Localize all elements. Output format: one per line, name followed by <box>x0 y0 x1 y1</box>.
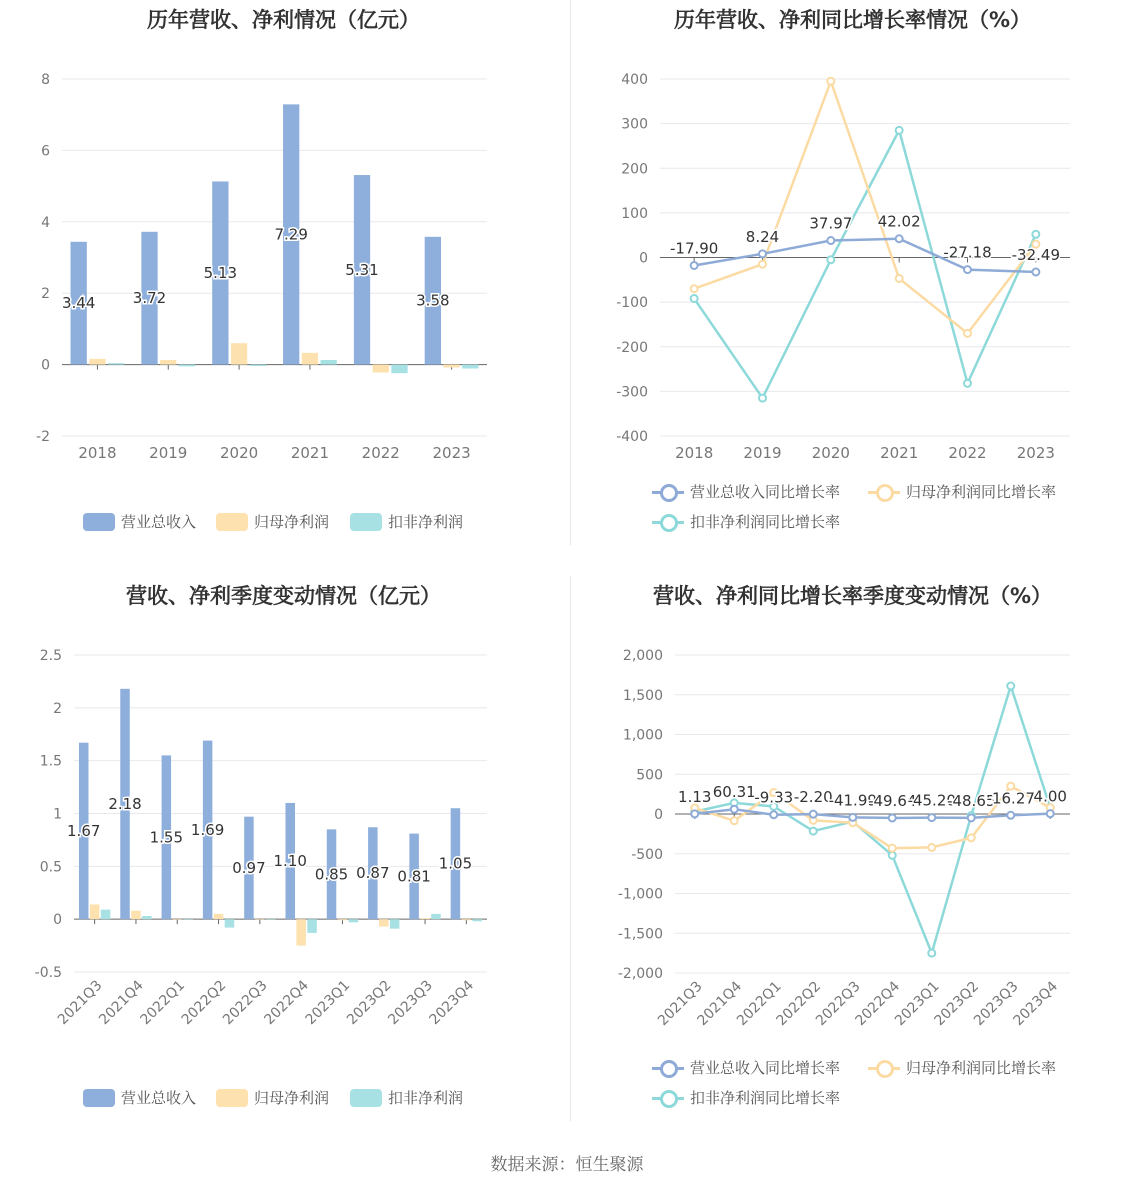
data-point <box>1047 810 1054 817</box>
annual-bar-chart <box>0 0 567 545</box>
x-tick-label: 2022 <box>948 444 987 462</box>
x-tick-label: 2023Q1 <box>302 977 354 1029</box>
bar-deducted-profit <box>321 360 337 365</box>
y-tick-label: -2 <box>36 429 50 445</box>
x-tick-label: 2021Q3 <box>654 978 706 1030</box>
y-tick-label: 400 <box>621 72 648 88</box>
y-tick-label: -300 <box>616 384 648 401</box>
data-label: -16.27 <box>986 789 1035 808</box>
legend-item-deducted-profit[interactable] <box>350 511 463 532</box>
bar-net-profit <box>379 919 388 926</box>
data-point <box>896 127 903 134</box>
legend-line-marker <box>652 1059 684 1077</box>
legend-label: 归母净利润 <box>254 1089 330 1107</box>
data-point <box>691 285 698 292</box>
data-point <box>731 817 738 824</box>
data-point <box>731 806 738 813</box>
data-label: 5.31 <box>345 260 379 279</box>
bar-deducted-profit <box>108 363 124 364</box>
y-tick-label: 0 <box>41 357 50 374</box>
data-label: 1.05 <box>438 854 473 873</box>
y-tick-label: 500 <box>636 767 663 784</box>
bar-net-profit <box>90 904 99 919</box>
x-tick-label: 2023Q4 <box>426 977 478 1029</box>
x-tick-label: 2020 <box>219 444 259 462</box>
data-label: 3.72 <box>132 289 167 308</box>
bar-net-profit <box>462 919 471 920</box>
y-tick-label: 8 <box>41 72 50 88</box>
bar-net-profit <box>131 911 140 919</box>
data-label: 8.24 <box>745 227 780 246</box>
data-label: 1.13 <box>678 787 712 806</box>
data-point <box>1007 683 1014 690</box>
legend-item-revenue[interactable] <box>83 511 196 532</box>
legend-item-net-profit[interactable] <box>216 1087 329 1108</box>
data-point <box>968 814 975 821</box>
x-tick-label: 2023Q4 <box>1010 978 1062 1030</box>
legend-label: 营业总收入同比增长率 <box>690 483 841 501</box>
series-line-net-growth <box>694 81 1036 333</box>
bar-net-profit <box>420 918 429 919</box>
y-tick-label: 4 <box>41 214 50 231</box>
data-label: 3.44 <box>61 294 96 313</box>
bar-deducted-profit <box>250 365 266 366</box>
legend-swatch <box>83 513 115 531</box>
data-point <box>827 78 834 85</box>
x-tick-label: 2022Q4 <box>852 978 904 1030</box>
data-label: 4.00 <box>1033 787 1067 806</box>
y-tick-label: -1,500 <box>617 926 663 943</box>
data-label: 1.55 <box>149 828 184 847</box>
data-point <box>896 235 903 242</box>
legend-label: 营业总收入 <box>121 1089 197 1107</box>
bar-net-profit <box>373 365 389 373</box>
bar-deducted-profit <box>142 916 151 919</box>
data-label: -49.64 <box>868 791 917 810</box>
legend-label: 归母净利润 <box>254 513 330 531</box>
data-label: -32.49 <box>1011 245 1061 264</box>
legend-line-marker <box>868 1059 900 1077</box>
legend-line-marker <box>652 1089 684 1107</box>
data-point <box>759 250 766 257</box>
x-tick-label: 2020 <box>811 444 850 462</box>
data-label: 0.97 <box>232 858 266 877</box>
data-label: -41.99 <box>828 791 877 810</box>
legend-label: 营业总收入同比增长率 <box>690 1059 841 1077</box>
data-point <box>964 266 971 273</box>
x-tick-label: 2021 <box>880 444 919 462</box>
x-tick-label: 2019 <box>149 444 188 462</box>
data-point <box>849 814 856 821</box>
annual-revenue-profit-panel <box>0 0 567 545</box>
y-tick-label: 2 <box>41 286 50 303</box>
chart-title: 历年营收、净利情况（亿元） <box>147 8 420 32</box>
x-tick-label: 2023Q3 <box>970 978 1022 1030</box>
bar-deducted-profit <box>266 919 275 920</box>
data-point <box>1032 231 1039 238</box>
x-tick-label: 2022Q2 <box>178 977 230 1029</box>
data-label: -48.65 <box>947 791 996 810</box>
quarterly-revenue-profit-panel <box>0 576 567 1121</box>
y-tick-label: 0 <box>654 807 663 823</box>
legend-label: 营业总收入 <box>121 513 197 531</box>
y-tick-label: 0 <box>53 912 62 929</box>
y-tick-label: -0.5 <box>34 965 62 981</box>
legend-item-net-growth[interactable] <box>868 481 1056 502</box>
data-label: 0.87 <box>356 864 390 883</box>
x-tick-label: 2022Q2 <box>773 978 825 1030</box>
bar-deducted-profit <box>101 910 110 920</box>
x-tick-label: 2023Q1 <box>891 978 943 1030</box>
legend-item-revenue-growth[interactable] <box>652 1057 840 1078</box>
data-label: -17.90 <box>669 239 719 258</box>
data-label: 60.31 <box>712 783 756 802</box>
x-tick-label: 2021 <box>290 444 330 462</box>
data-label: 5.13 <box>203 264 238 283</box>
data-label: 2.18 <box>108 794 142 813</box>
y-tick-label: 1,500 <box>622 687 663 704</box>
legend-line-marker <box>652 483 684 501</box>
x-tick-label: 2022 <box>361 444 400 462</box>
bar-deducted-profit <box>431 914 440 919</box>
legend-swatch <box>216 1089 248 1107</box>
bar-net-profit <box>255 919 264 920</box>
data-point <box>810 811 817 818</box>
legend-label: 归母净利润同比增长率 <box>906 483 1057 501</box>
data-point <box>928 814 935 821</box>
data-point <box>691 262 698 269</box>
data-point <box>770 811 777 818</box>
x-tick-label: 2023Q2 <box>931 978 983 1030</box>
data-point <box>889 852 896 859</box>
y-tick-label: 300 <box>621 116 648 133</box>
y-tick-label: 6 <box>41 143 50 160</box>
x-tick-label: 2022Q1 <box>733 978 785 1030</box>
y-tick-label: 1 <box>53 806 62 823</box>
data-point <box>827 237 834 244</box>
bar-deducted-profit <box>390 919 399 929</box>
bar-net-profit <box>231 343 247 364</box>
y-tick-label: -1,000 <box>617 886 663 903</box>
bar-deducted-profit <box>307 919 316 933</box>
x-tick-label: 2022Q3 <box>220 977 271 1029</box>
bar-net-profit <box>338 919 347 920</box>
data-point <box>896 275 903 282</box>
data-label: 1.67 <box>67 821 101 840</box>
x-tick-label: 2022Q3 <box>812 978 864 1030</box>
y-tick-label: 0 <box>639 250 648 267</box>
y-tick-label: 100 <box>621 205 648 222</box>
data-label: 7.29 <box>274 225 308 244</box>
data-point <box>1032 268 1039 275</box>
data-point <box>759 395 766 402</box>
x-tick-label: 2021Q4 <box>96 977 147 1029</box>
data-point <box>889 845 896 852</box>
x-tick-label: 2018 <box>78 444 117 462</box>
y-tick-label: 200 <box>621 161 648 178</box>
chart-title: 营收、净利同比增长率季度变动情况（%） <box>652 584 1053 608</box>
data-point <box>1007 812 1014 819</box>
data-label: 1.69 <box>190 820 225 839</box>
bar-deducted-profit <box>225 919 234 927</box>
y-tick-label: -2,000 <box>617 966 663 982</box>
data-label: 37.97 <box>809 214 853 233</box>
x-tick-label: 2019 <box>743 444 782 462</box>
legend-swatch <box>216 513 248 531</box>
y-tick-label: -200 <box>616 339 648 356</box>
legend-line-marker <box>652 513 684 531</box>
bar-deducted-profit <box>391 365 407 374</box>
bar-deducted-profit <box>473 919 482 921</box>
x-tick-label: 2023 <box>432 444 471 462</box>
legend-label: 归母净利润同比增长率 <box>906 1059 1057 1077</box>
legend-line-marker <box>868 483 900 501</box>
data-point <box>691 295 698 302</box>
bar-net-profit <box>160 360 176 365</box>
data-label: 3.58 <box>416 291 450 310</box>
bar-deducted-profit <box>462 365 478 369</box>
bar-net-profit <box>443 365 459 368</box>
x-tick-label: 2022Q1 <box>137 977 189 1029</box>
data-label: -2.20 <box>793 788 833 807</box>
data-point <box>827 256 834 263</box>
y-tick-label: 1,000 <box>622 727 663 744</box>
legend-swatch <box>350 1089 382 1107</box>
y-tick-label: 2,000 <box>622 648 663 664</box>
data-point <box>964 330 971 337</box>
legend-item-deducted-growth[interactable] <box>652 1087 840 1108</box>
quarterly-growth-panel <box>571 576 1134 1121</box>
data-label: -9.33 <box>754 788 794 807</box>
data-label: 0.85 <box>314 865 349 884</box>
x-tick-label: 2018 <box>675 444 714 462</box>
y-tick-label: 2.5 <box>39 648 62 664</box>
legend-item-revenue-growth[interactable] <box>652 481 840 502</box>
bar-net-profit <box>173 919 182 920</box>
x-tick-label: 2021Q3 <box>54 977 106 1029</box>
bar-net-profit <box>302 353 318 365</box>
legend-item-deducted-profit[interactable] <box>350 1087 463 1108</box>
y-tick-label: -100 <box>616 295 648 312</box>
data-point <box>928 950 935 957</box>
data-label: 0.81 <box>397 867 431 886</box>
bar-net-profit <box>214 914 223 919</box>
bar-net-profit <box>89 359 105 365</box>
data-point <box>889 814 896 821</box>
y-tick-label: -500 <box>631 846 663 863</box>
x-tick-label: 2023 <box>1016 444 1055 462</box>
series-line-deducted-growth <box>695 686 1051 953</box>
x-tick-label: 2022Q4 <box>261 977 312 1029</box>
data-source-note: 数据来源：恒生聚源 <box>490 1155 644 1175</box>
y-tick-label: 1.5 <box>39 753 62 770</box>
bar-deducted-profit <box>183 919 192 920</box>
legend-label: 扣非净利润 <box>388 513 464 531</box>
x-tick-label: 2023Q2 <box>343 977 395 1029</box>
data-point <box>810 828 817 835</box>
y-tick-label: -400 <box>616 429 648 445</box>
legend-swatch <box>83 1089 115 1107</box>
bar-deducted-profit <box>179 365 195 367</box>
x-tick-label: 2023Q3 <box>385 977 436 1029</box>
chart-title: 历年营收、净利同比增长率情况（%） <box>673 8 1032 32</box>
legend-item-revenue[interactable] <box>83 1087 196 1108</box>
data-label: 1.10 <box>273 852 307 871</box>
legend-label: 扣非净利润同比增长率 <box>690 1089 841 1107</box>
quarterly-bar-chart <box>0 576 567 1121</box>
y-tick-label: 2 <box>53 700 62 717</box>
series-line-deducted-growth <box>694 130 1036 398</box>
chart-title: 营收、净利季度变动情况（亿元） <box>126 584 441 608</box>
data-label: -45.20 <box>907 791 956 810</box>
bar-net-profit <box>296 919 305 945</box>
y-tick-label: 0.5 <box>39 859 62 876</box>
legend-label: 扣非净利润同比增长率 <box>690 513 841 531</box>
data-label: 42.02 <box>877 212 921 231</box>
data-point <box>928 844 935 851</box>
legend-item-deducted-growth[interactable] <box>652 511 840 532</box>
legend-label: 扣非净利润 <box>388 1089 464 1107</box>
legend-swatch <box>350 513 382 531</box>
legend-item-net-growth[interactable] <box>868 1057 1056 1078</box>
quarterly-growth-line-chart <box>571 576 1134 1121</box>
bar-deducted-profit <box>349 919 358 922</box>
data-point <box>968 834 975 841</box>
data-point <box>759 261 766 268</box>
data-point <box>691 810 698 817</box>
data-point <box>964 380 971 387</box>
data-label: -27.18 <box>943 243 992 262</box>
annual-growth-panel <box>571 0 1134 545</box>
legend-item-net-profit[interactable] <box>216 511 329 532</box>
x-tick-label: 2021Q4 <box>694 978 746 1030</box>
annual-growth-line-chart <box>571 0 1134 545</box>
